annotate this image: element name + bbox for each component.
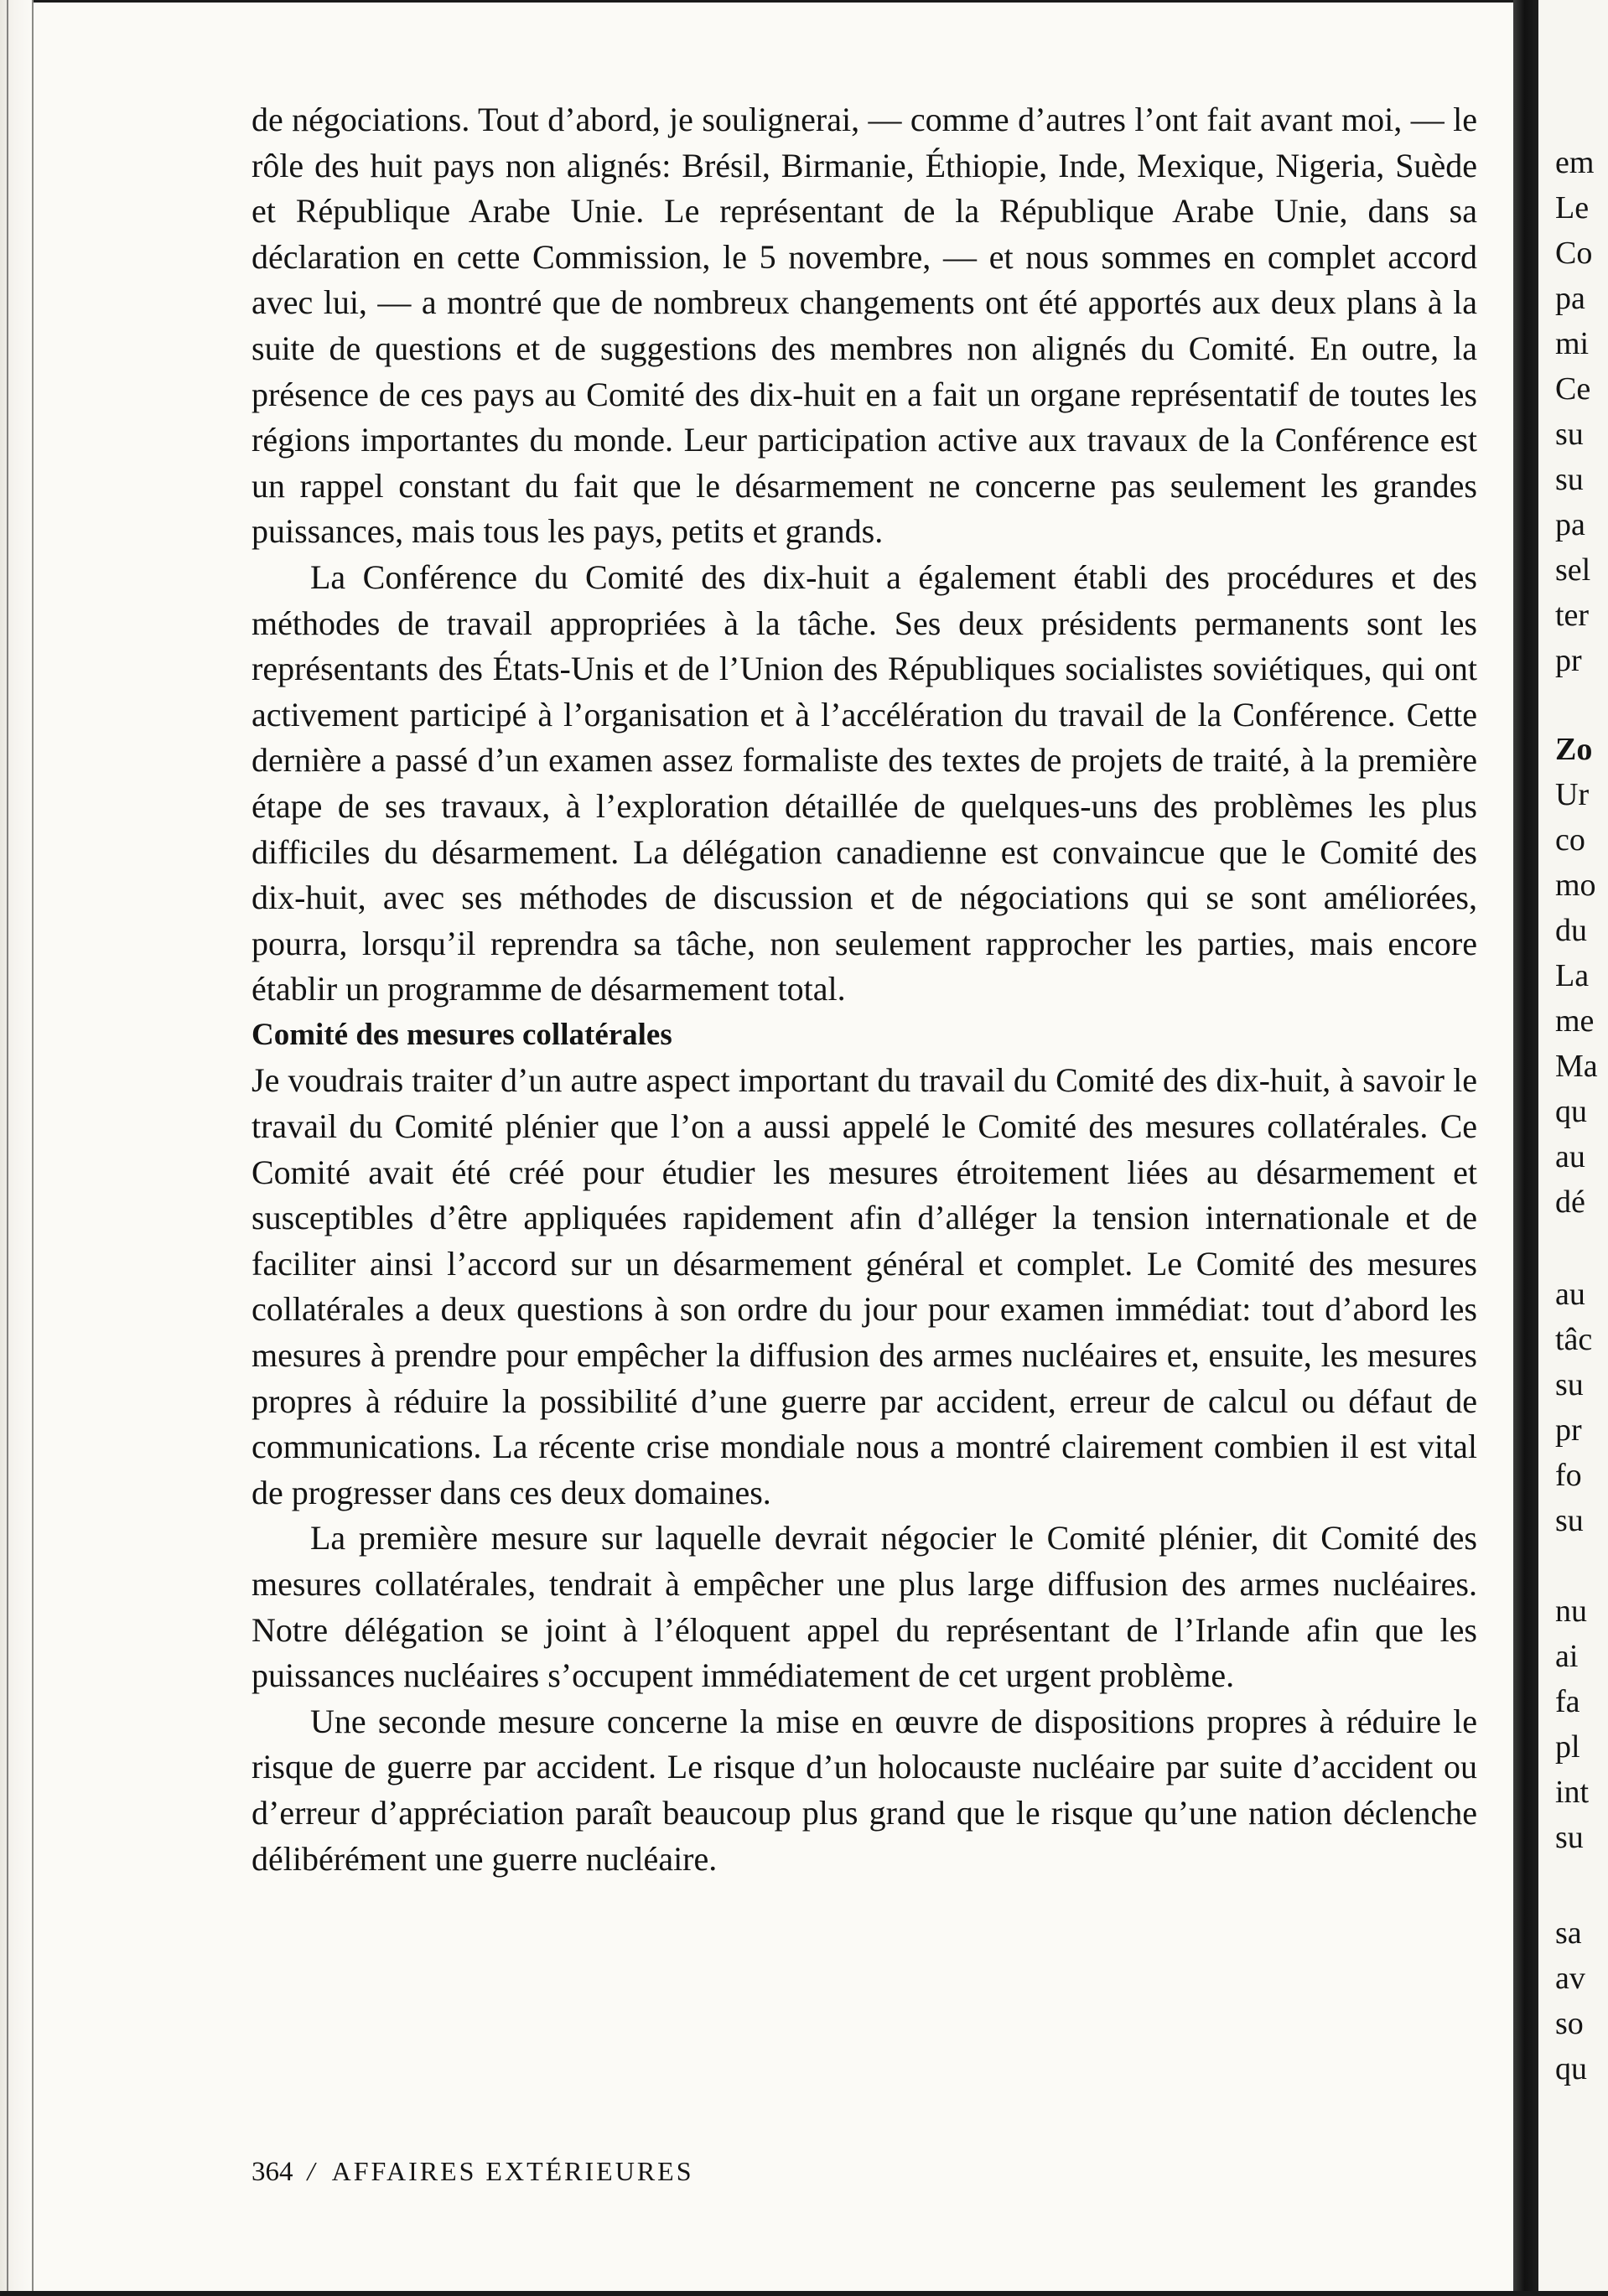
facing-page-fragment: ter	[1555, 598, 1590, 633]
page-gutter-shadow	[1513, 0, 1538, 2296]
facing-page-fragment: pa	[1555, 507, 1585, 542]
facing-page-fragment: su	[1555, 462, 1584, 497]
facing-page-fragment: mo	[1555, 868, 1596, 903]
facing-page-fragment: Ur	[1555, 777, 1590, 812]
facing-page-fragment: sel	[1555, 552, 1591, 588]
scan-bottom-border	[0, 2291, 1608, 2296]
facing-page-fragment: au	[1555, 1277, 1585, 1312]
facing-page-fragment: tâc	[1555, 1322, 1593, 1357]
facing-page-fragment: qu	[1555, 1094, 1587, 1129]
facing-page-fragment: Le	[1555, 190, 1590, 225]
facing-page-fragment: su	[1555, 417, 1584, 452]
facing-page-fragment: su	[1555, 1503, 1584, 1538]
facing-page-fragment: av	[1555, 1961, 1585, 1996]
facing-page-fragment: dé	[1555, 1184, 1585, 1220]
facing-page-fragment: so	[1555, 2006, 1584, 2041]
facing-page-fragment: fo	[1555, 1458, 1582, 1493]
facing-page-fragment: su	[1555, 1820, 1584, 1855]
paragraph-5: Une seconde mesure concerne la mise en œuvre de dispositions propres à réduire le risque de guerre par accident. Le risque d’un holocauste nucléaire par suite d’accident ou d’erreur d’appréciation paraît beaucoup plus grand que le risque qu’une nation déclenche délibérément une guerre nucléaire.	[252, 1702, 1477, 1878]
main-text-column	[252, 97, 1477, 1882]
facing-page-fragment: Ce	[1555, 371, 1591, 407]
scan-top-border	[0, 0, 1608, 3]
scan-binding-edge	[0, 0, 34, 2296]
facing-page-fragment: ai	[1555, 1639, 1579, 1674]
facing-page-fragment: Zo	[1555, 732, 1593, 767]
paragraph-1: de négociations. Tout d’abord, je soulignerai, — comme d’autres l’ont fait avant moi, — le rôle des huit pays non alignés: Brésil, Birmanie, Éthiopie, Inde, Mexique, Nigeria, Suède et République Arabe Unie. Le représentant de la République Arabe Unie, dans sa déclaration en cette Commission, le 5 novembre, — et nous sommes en complet accord avec lui, — a montré que de nombreux changements ont été apportés aux deux plans à la suite de questions et de suggestions des membres non alignés du Comité. En outre, la présence de ces pays au Comité des dix-huit en a fait un organe représentatif de toutes les régions importantes du monde. Leur participation active aux travaux de la Conférence est un rappel constant du fait que le désarmement ne concerne pas seulement les grandes puissances, mais tous les pays, petits et grands.	[252, 101, 1477, 551]
facing-page-fragment: pr	[1555, 643, 1582, 678]
page-footer	[252, 2156, 694, 2188]
facing-page-fragment: co	[1555, 822, 1585, 858]
facing-page-fragment: qu	[1555, 2051, 1587, 2086]
paragraph-4: La première mesure sur laquelle devrait négocier le Comité plénier, dit Comité des mesures collatérales, tendrait à empêcher une plus large diffusion des armes nucléaires. Notre délégation se joint à l’éloquent appel du représentant de l’Irlande afin que les puissances nucléaires s’occupent immédiatement de cet urgent problème.	[252, 1519, 1477, 1695]
paragraph-3: Je voudrais traiter d’un autre aspect important du travail du Comité des dix-huit, à savoir le travail du Comité plénier que l’on a aussi appelé le Comité des mesures collatérales. Ce Comité avait été créé pour étudier les mesures étroitement liées au désarmement et susceptibles d’être appliquées rapidement afin d’alléger la tension internationale et de faciliter ainsi l’accord sur un désarmement général et complet. Le Comité des mesures collatérales a deux questions à son ordre du jour pour examen immédiat: tout d’abord les mesures à prendre pour empêcher la diffusion des armes nucléaires et, ensuite, les mesures propres à réduire la possibilité d’une guerre par accident, erreur de calcul ou défaut de communications. La récente crise mondiale nous a montré clairement combien il est vital de progresser dans ces deux domaines.	[252, 1061, 1477, 1511]
facing-page-fragment: em	[1555, 145, 1595, 180]
facing-page-fragment: me	[1555, 1003, 1595, 1039]
section-heading: Comité des mesures collatérales	[252, 1017, 672, 1052]
facing-page-fragment: mi	[1555, 326, 1590, 361]
facing-page-fragment: du	[1555, 913, 1587, 948]
facing-page-fragment: Ma	[1555, 1049, 1598, 1084]
page-number: 364	[252, 2157, 293, 2187]
facing-page-fragment: nu	[1555, 1594, 1587, 1629]
publication-title: AFFAIRES EXTÉRIEURES	[331, 2156, 694, 2186]
footer-separator: /	[307, 2156, 318, 2186]
facing-page-fragment: sa	[1555, 1915, 1582, 1951]
facing-page-fragment: int	[1555, 1775, 1590, 1810]
facing-page-edge	[1538, 0, 1608, 2296]
facing-page-fragment: au	[1555, 1139, 1585, 1174]
facing-page-fragment: pr	[1555, 1412, 1582, 1448]
facing-page-fragment: La	[1555, 958, 1590, 993]
facing-page-fragment: pa	[1555, 281, 1585, 316]
facing-page-fragment: fa	[1555, 1684, 1580, 1719]
facing-page-fragment: su	[1555, 1367, 1584, 1402]
facing-page-fragment: Co	[1555, 236, 1593, 271]
facing-page-fragment: pl	[1555, 1729, 1580, 1765]
paragraph-2: La Conférence du Comité des dix-huit a également établi des procédures et des méthodes de travail appropriées à la tâche. Ses deux présidents permanents sont les représentants des États-Unis et de l’Union des Républiques socialistes soviétiques, qui ont activement participé à l’organisation et à l’accélération du travail de la Conférence. Cette dernière a passé d’un examen assez formaliste des textes de projets de traité, à la première étape de ses travaux, à l’exploration détaillée de quelques-uns des problèmes les plus difficiles du désarmement. La délégation canadienne est convaincue que le Comité des dix-huit, avec ses méthodes de discussion et de négociations qui se sont améliorées, pourra, lorsqu’il reprendra sa tâche, non seulement rapprocher les parties, mais encore établir un programme de désarmement total.	[252, 557, 1477, 1008]
